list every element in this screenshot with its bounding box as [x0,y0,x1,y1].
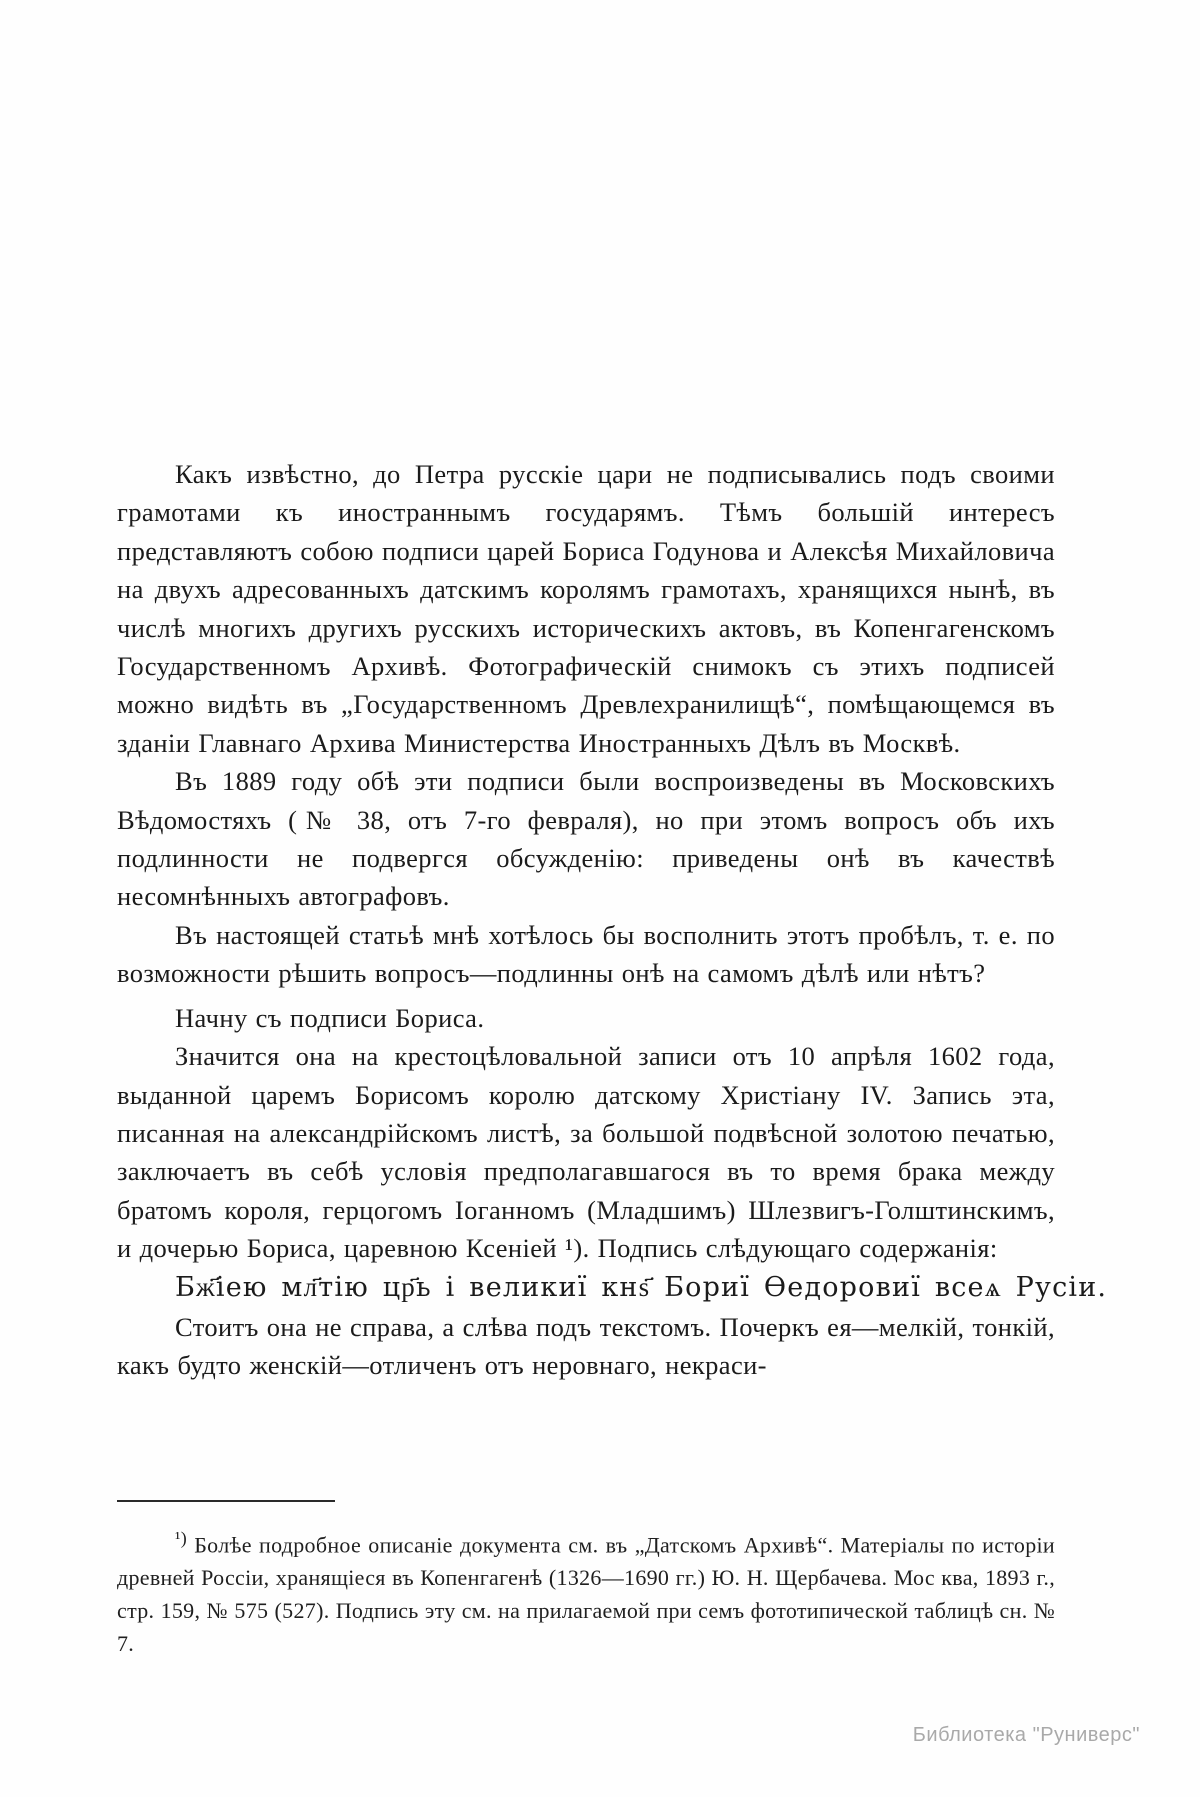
footnote-separator-rule [117,1500,335,1502]
paragraph-4: Начну съ подписи Бориса. [175,1002,485,1033]
paragraph-1: Какъ извѣстно, до Петра русскіе цари не подписывались подъ своими грамотами къ иностраннымъ государямъ. Тѣмъ большій интересъ представляютъ собою подписи царей Бориса Годунова и Алексѣя Михайловича на двухъ адресованныхъ датскимъ королямъ грамотахъ, хранящихся нынѣ, въ числѣ многихъ другихъ русскихъ историческихъ актовъ, въ Копенгагенскомъ Государственномъ Архивѣ. Фотографическій снимокъ съ этихъ подписей можно видѣть въ „Государственномъ Древлехранилищѣ“, помѣщающемся въ зданіи Главнаго Архива Министерства Иностранныхъ Дѣлъ въ Москвѣ. [117,459,1055,758]
paragraph-3: Въ настоящей статьѣ мнѣ хотѣлось бы восполнить этотъ пробѣлъ, т. е. по возможности рѣшить вопросъ—подлинны онѣ на самомъ дѣлѣ или нѣтъ? [117,919,1055,989]
footnote-text: Болѣе подробное описаніе документа см. въ „Датскомъ Архивѣ“. Матеріалы по исторіи древней Россіи, хранящіеся въ Копенгагенѣ (1326—1690 гг.) Ю. Н. Щербачева. Мос ква, 1893 г., стр. 159, № 575 (527). Подпись эту см. на прилагаемой при семъ фототипической таблицѣ сн. № 7. [117,1532,1055,1657]
paragraph-6: Стоитъ она не справа, а слѣва подъ текстомъ. Почеркъ ея—мелкій, тонкій, какъ будто женскій—отличенъ отъ неровнаго, некраси- [117,1311,1055,1380]
footnote-marker: ¹) [175,1528,187,1548]
library-watermark: Библиотека "Руниверс" [912,1724,1140,1746]
paragraph-5: Значится она на крестоцѣловальной записи отъ 10 апрѣля 1602 года, выданной царемъ Борисомъ королю датскому Христіану IV. Запись эта, писанная на александрійскомъ листѣ, за большой подвѣсной золотою печатью, заключаетъ въ себѣ условія предполагавшагося въ то время брака между братомъ короля, герцогомъ Іоганномъ (Младшимъ) Шлезвигъ-Голштинскимъ, и дочерью Бориса, царевною Ксеніей ¹). Подпись слѣдующаго содержанія: [117,1041,1055,1264]
paragraph-2: Въ 1889 году обѣ эти подписи были воспроизведены въ Московскихъ Вѣдомостяхъ (№ 38, отъ 7-го февраля), но при этомъ вопросъ объ ихъ подлинности не подвергся обсужденію: приведены онѣ въ качествѣ несомнѣнныхъ автографовъ. [117,766,1055,912]
text-column [117,455,1108,1384]
slavonic-signature-line: Бж҃іею мл҃тію цр҃ь і великиї кнѕ҃ Бориї Ѳедоровиї всеѧ Русіи. [175,1271,1108,1303]
footnote-block [117,1522,1055,1660]
